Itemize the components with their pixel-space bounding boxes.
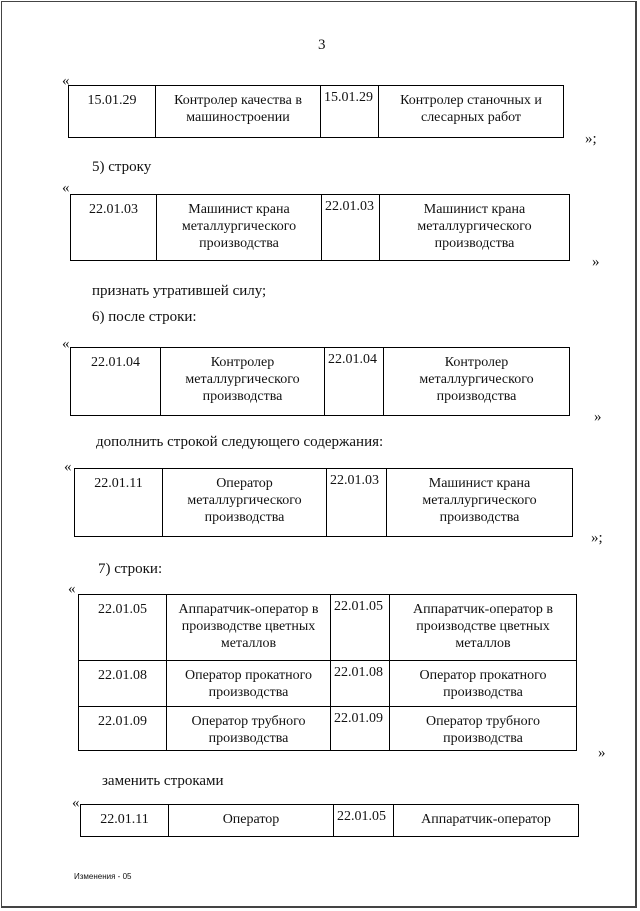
code-cell: 22.01.08 <box>331 661 390 707</box>
table-2 <box>70 194 570 261</box>
name-cell: Контролер качества в машиностроении <box>156 86 321 138</box>
code-cell: 15.01.29 <box>321 86 379 138</box>
table-5 <box>78 594 577 751</box>
footer-note: Изменения - 05 <box>74 872 132 881</box>
code-cell: 22.01.05 <box>79 595 167 661</box>
open-quote: « <box>72 795 80 811</box>
name-cell: Оператор прокатного производства <box>390 661 577 707</box>
code-cell: 22.01.05 <box>334 805 394 837</box>
table-1 <box>68 85 564 138</box>
table-row <box>75 469 573 537</box>
table-row <box>79 661 577 707</box>
open-quote: « <box>64 459 72 475</box>
item-6-text: 6) после строки: <box>92 309 197 325</box>
name-cell: Контролер металлургического производства <box>161 348 325 416</box>
name-cell: Аппаратчик-оператор в производстве цветных металлов <box>167 595 331 661</box>
table-row <box>79 707 577 751</box>
table-4 <box>74 468 573 537</box>
name-cell: Оператор металлургического производства <box>163 469 327 537</box>
code-cell: 22.01.11 <box>75 469 163 537</box>
item-5-text: 5) строку <box>92 159 152 175</box>
name-cell: Машинист крана металлургического производства <box>157 195 322 261</box>
code-cell: 22.01.03 <box>322 195 380 261</box>
open-quote: « <box>62 336 70 352</box>
code-cell: 22.01.08 <box>79 661 167 707</box>
close-quote: » <box>594 409 602 425</box>
name-cell: Контролер металлургического производства <box>384 348 570 416</box>
table-6 <box>80 804 579 837</box>
name-cell: Оператор трубного производства <box>167 707 331 751</box>
table-3 <box>70 347 570 416</box>
close-quote: »; <box>585 131 597 147</box>
name-cell: Оператор прокатного производства <box>167 661 331 707</box>
name-cell: Аппаратчик-оператор <box>394 805 579 837</box>
item-7-text: 7) строки: <box>98 561 163 577</box>
replace-text: заменить строками <box>102 773 224 789</box>
table-row <box>71 195 570 261</box>
name-cell: Машинист крана металлургического производства <box>387 469 573 537</box>
table-row <box>69 86 564 138</box>
page-number: 3 <box>318 37 326 53</box>
supplement-text: дополнить строкой следующего содержания: <box>96 434 384 450</box>
name-cell: Оператор <box>169 805 334 837</box>
invalid-text: признать утратившей силу; <box>92 283 267 299</box>
name-cell: Контролер станочных и слесарных работ <box>379 86 564 138</box>
name-cell: Машинист крана металлургического производства <box>380 195 570 261</box>
code-cell: 22.01.11 <box>81 805 169 837</box>
open-quote: « <box>68 581 76 597</box>
table-row <box>81 805 579 837</box>
name-cell: Оператор трубного производства <box>390 707 577 751</box>
code-cell: 15.01.29 <box>69 86 156 138</box>
close-quote: » <box>598 745 606 761</box>
code-cell: 22.01.03 <box>327 469 387 537</box>
name-cell: Аппаратчик-оператор в производстве цветных металлов <box>390 595 577 661</box>
code-cell: 22.01.09 <box>331 707 390 751</box>
table-row <box>71 348 570 416</box>
code-cell: 22.01.05 <box>331 595 390 661</box>
table-row <box>79 595 577 661</box>
open-quote: « <box>62 180 70 196</box>
open-quote: « <box>62 73 70 89</box>
code-cell: 22.01.03 <box>71 195 157 261</box>
code-cell: 22.01.04 <box>71 348 161 416</box>
code-cell: 22.01.09 <box>79 707 167 751</box>
code-cell: 22.01.04 <box>325 348 384 416</box>
close-quote: » <box>592 254 600 270</box>
close-quote: »; <box>591 530 603 546</box>
